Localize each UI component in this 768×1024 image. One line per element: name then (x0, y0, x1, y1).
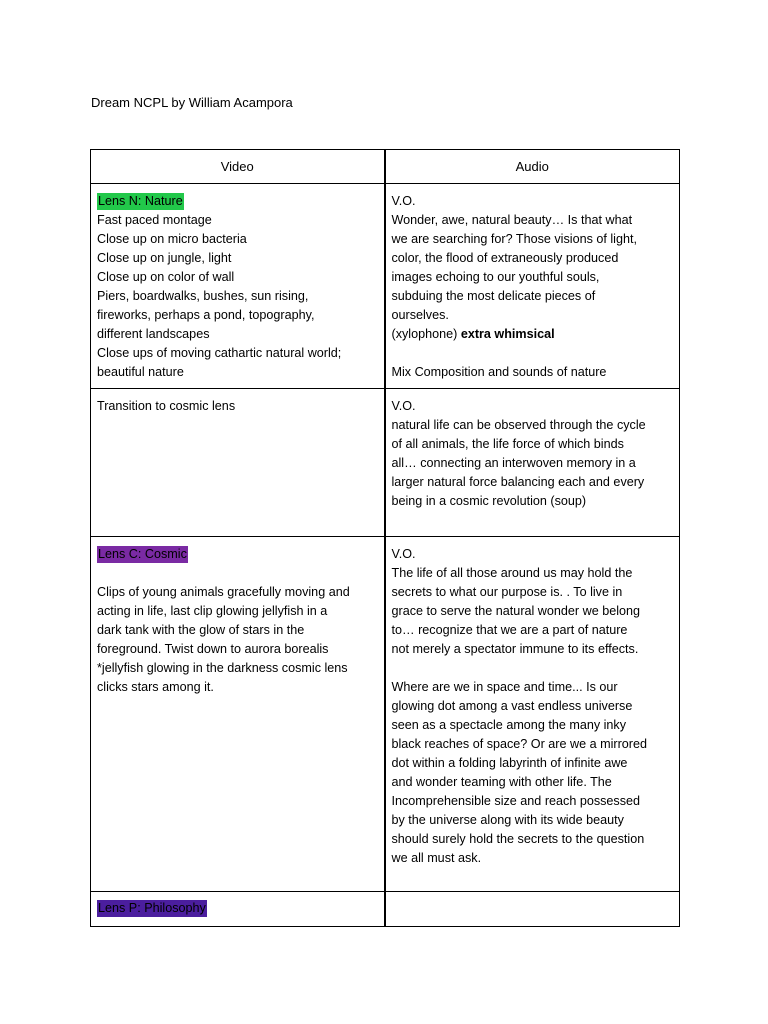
script-table (90, 149, 680, 927)
video-line: different landscapes (97, 327, 210, 341)
video-line: fireworks, perhaps a pond, topography, (97, 308, 315, 322)
audio-line: natural life can be observed through the cycle (391, 418, 646, 432)
audio-line: grace to serve the natural wonder we belong (391, 604, 641, 618)
audio-cell (385, 184, 680, 389)
audio-line: The life of all those around us may hold the (391, 566, 633, 580)
audio-line: dot within a folding labyrinth of infinite awe (391, 756, 628, 770)
audio-line: Wonder, awe, natural beauty… Is that what (391, 213, 633, 227)
table-row (91, 184, 680, 389)
audio-cell (385, 389, 680, 537)
video-line: Fast paced montage (97, 213, 212, 227)
table-row (91, 389, 680, 537)
xylophone-prefix: (xylophone) (391, 327, 461, 341)
audio-line: should surely hold the secrets to the question (391, 832, 645, 846)
audio-line: by the universe along with its wide beauty (391, 813, 624, 827)
audio-line: and wonder teaming with other life. The (391, 775, 612, 789)
audio-xylophone-line (392, 325, 674, 344)
table-header-row (91, 150, 680, 184)
audio-line: seen as a spectacle among the many inky (391, 718, 627, 732)
table-row (91, 892, 680, 927)
video-cell (91, 892, 385, 927)
video-line: Clips of young animals gracefully moving and (97, 585, 350, 599)
video-line: Piers, boardwalks, bushes, sun rising, (97, 289, 309, 303)
video-line: Close up on color of wall (97, 270, 235, 284)
audio-line: we all must ask. (391, 851, 482, 865)
video-line: Close up on jungle, light (97, 251, 232, 265)
audio-cell (385, 537, 680, 892)
audio-line: black reaches of space? Or are we a mirrored (391, 737, 647, 751)
video-line: dark tank with the glow of stars in the (97, 623, 305, 637)
audio-line: all… connecting an interwoven memory in a (391, 456, 636, 470)
document-title: Dream NCPL by William Acampora (91, 95, 293, 110)
audio-line: Where are we in space and time... Is our (391, 680, 618, 694)
audio-line: we are searching for? Those visions of light, (391, 232, 637, 246)
audio-column-header: Audio (385, 150, 680, 184)
audio-line: not merely a spectator immune to its effects. (391, 642, 639, 656)
video-column-header: Video (91, 150, 385, 184)
audio-line: glowing dot among a vast endless universe (391, 699, 633, 713)
audio-line: images echoing to our youthful souls, (391, 270, 600, 284)
audio-line: Mix Composition and sounds of nature (391, 365, 607, 379)
video-cell (91, 389, 385, 537)
audio-line: subduing the most delicate pieces of (391, 289, 596, 303)
audio-line: being in a cosmic revolution (soup) (391, 494, 587, 508)
audio-line: V.O. (391, 399, 416, 413)
video-cell (91, 184, 385, 389)
lens-philosophy-heading: Lens P: Philosophy (98, 901, 206, 915)
audio-line: color, the flood of extraneously produced (391, 251, 619, 265)
lens-nature-heading: Lens N: Nature (98, 194, 183, 208)
video-line: beautiful nature (97, 365, 184, 379)
video-line: acting in life, last clip glowing jellyfish in a (97, 604, 328, 618)
audio-line: larger natural force balancing each and every (391, 475, 645, 489)
audio-line: ourselves. (391, 308, 449, 322)
video-line: clicks stars among it. (97, 680, 214, 694)
table-row (91, 537, 680, 892)
audio-line: V.O. (391, 547, 416, 561)
audio-line: Incomprehensible size and reach possessed (391, 794, 641, 808)
audio-line: of all animals, the life force of which binds (391, 437, 624, 451)
audio-line: V.O. (391, 194, 416, 208)
audio-line: secrets to what our purpose is. . To live in (391, 585, 623, 599)
audio-line: to… recognize that we are a part of nature (391, 623, 628, 637)
video-line: Close ups of moving cathartic natural world; (97, 346, 342, 360)
video-line: foreground. Twist down to aurora borealis (97, 642, 329, 656)
video-line: Transition to cosmic lens (97, 399, 236, 413)
video-cell (91, 537, 385, 892)
audio-cell (385, 892, 680, 927)
lens-cosmic-heading: Lens C: Cosmic (98, 547, 187, 561)
xylophone-emphasis: extra whimsical (460, 327, 555, 341)
video-line: *jellyfish glowing in the darkness cosmic lens (97, 661, 348, 675)
video-line: Close up on micro bacteria (97, 232, 247, 246)
